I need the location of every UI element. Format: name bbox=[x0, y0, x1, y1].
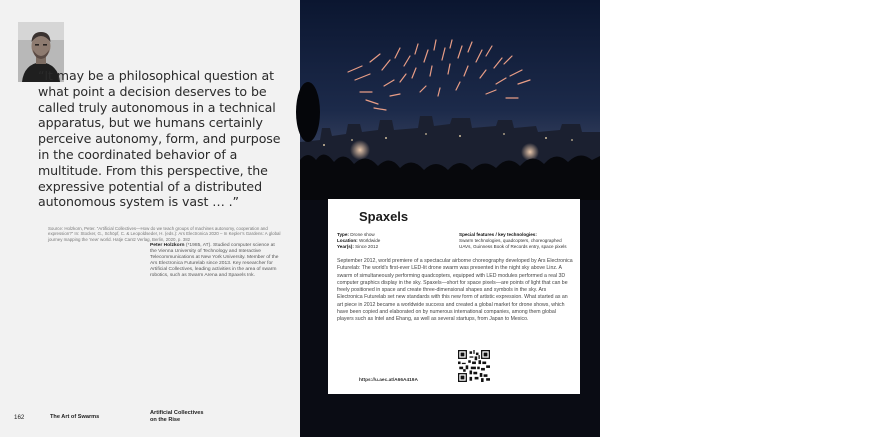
meta-features-value: Swarm technologies, quadcopters, choreographed UAVs, Guinness Book of Records entry, space pixels bbox=[459, 237, 567, 249]
infobox-meta-right bbox=[459, 232, 573, 249]
meta-location: Location: Worldwide bbox=[337, 237, 381, 243]
quote-source: Source: Holzkorn, Peter. “Artificial Collectives—How do we teach groups of machines autonomy, cooperation and expression?” In: Stocker, G., Schöpf, C. & Leopoldseder, H. (eds.): Ars Electronica 2020 – In Kepler’s Gardens: A global journey mapping the ‘new’ world. Hatje Cantz Verlag, Berlin, 2020, p. 382 bbox=[48, 226, 281, 242]
pull-quote: “It may be a philosophical question at what point a decision deserves to be called truly autonomous in a technical apparatus, but we humans certainly perceive autonomy, form, and purpose in the coordinated behavior of a multitude. From this perspective, the expressive potential of a distributed autonomous system is vast … .” bbox=[38, 68, 281, 210]
bio-name: Peter Holzkorn bbox=[150, 243, 185, 248]
bio-text: (*1985, AT). Studied computer science at the Vienna University of Technology and Interactive Telecommunications at New York University. Member of the Ars Electronica Futurelab since 2013. Key researcher for Artificial Collectives, leading activities in the area of swarm robotics, such as Swarm Arena and Spaxels Ink. bbox=[150, 243, 279, 278]
page-number-right: 163 bbox=[871, 414, 882, 421]
meta-type: Type: Drone show bbox=[337, 232, 375, 237]
page-number-left: 162 bbox=[14, 414, 25, 421]
infobox-body: September 2012, world premiere of a spectacular airborne choreography developed by Ars Electronica Futurelab: The world’s first-ever LED-lit drone swarm was presented in the night sky above Linz. A swarm of simultaneously performing quadcopters, equipped with LED modules performed a real 3D computer graphics display in the sky. Spaxels—short for space pixels—are points of light that can be freely positioned in space and create three-dimensional shapes and symbols in the sky. Ars Electronica Futurelab set new standards with this new form of artistic expression. What started as an art piece in 2012 became a worldwide success and created a global market for drone shows, which have been copied and elaborated on by numerous international companies, among them global players such as Intel and Ehang, as well as several startups, from Japan to Mexico. bbox=[337, 258, 573, 322]
infobox-title: Spaxels bbox=[359, 209, 409, 224]
project-url[interactable]: https://u.aec.at/A66A419A bbox=[359, 378, 418, 383]
meta-year: Year(s): Since 2012 bbox=[337, 243, 379, 249]
infobox-meta-left bbox=[337, 232, 437, 249]
project-infobox bbox=[328, 199, 580, 394]
section-head: Artificial Collectives on the Rise bbox=[150, 410, 204, 423]
author-bio bbox=[150, 243, 280, 279]
running-head: The Art of Swarms bbox=[50, 414, 100, 420]
meta-features-label: Special features / key technologies: bbox=[459, 232, 537, 237]
drone-show-photo bbox=[300, 0, 600, 200]
left-page bbox=[0, 0, 300, 437]
qr-code[interactable] bbox=[458, 350, 490, 382]
